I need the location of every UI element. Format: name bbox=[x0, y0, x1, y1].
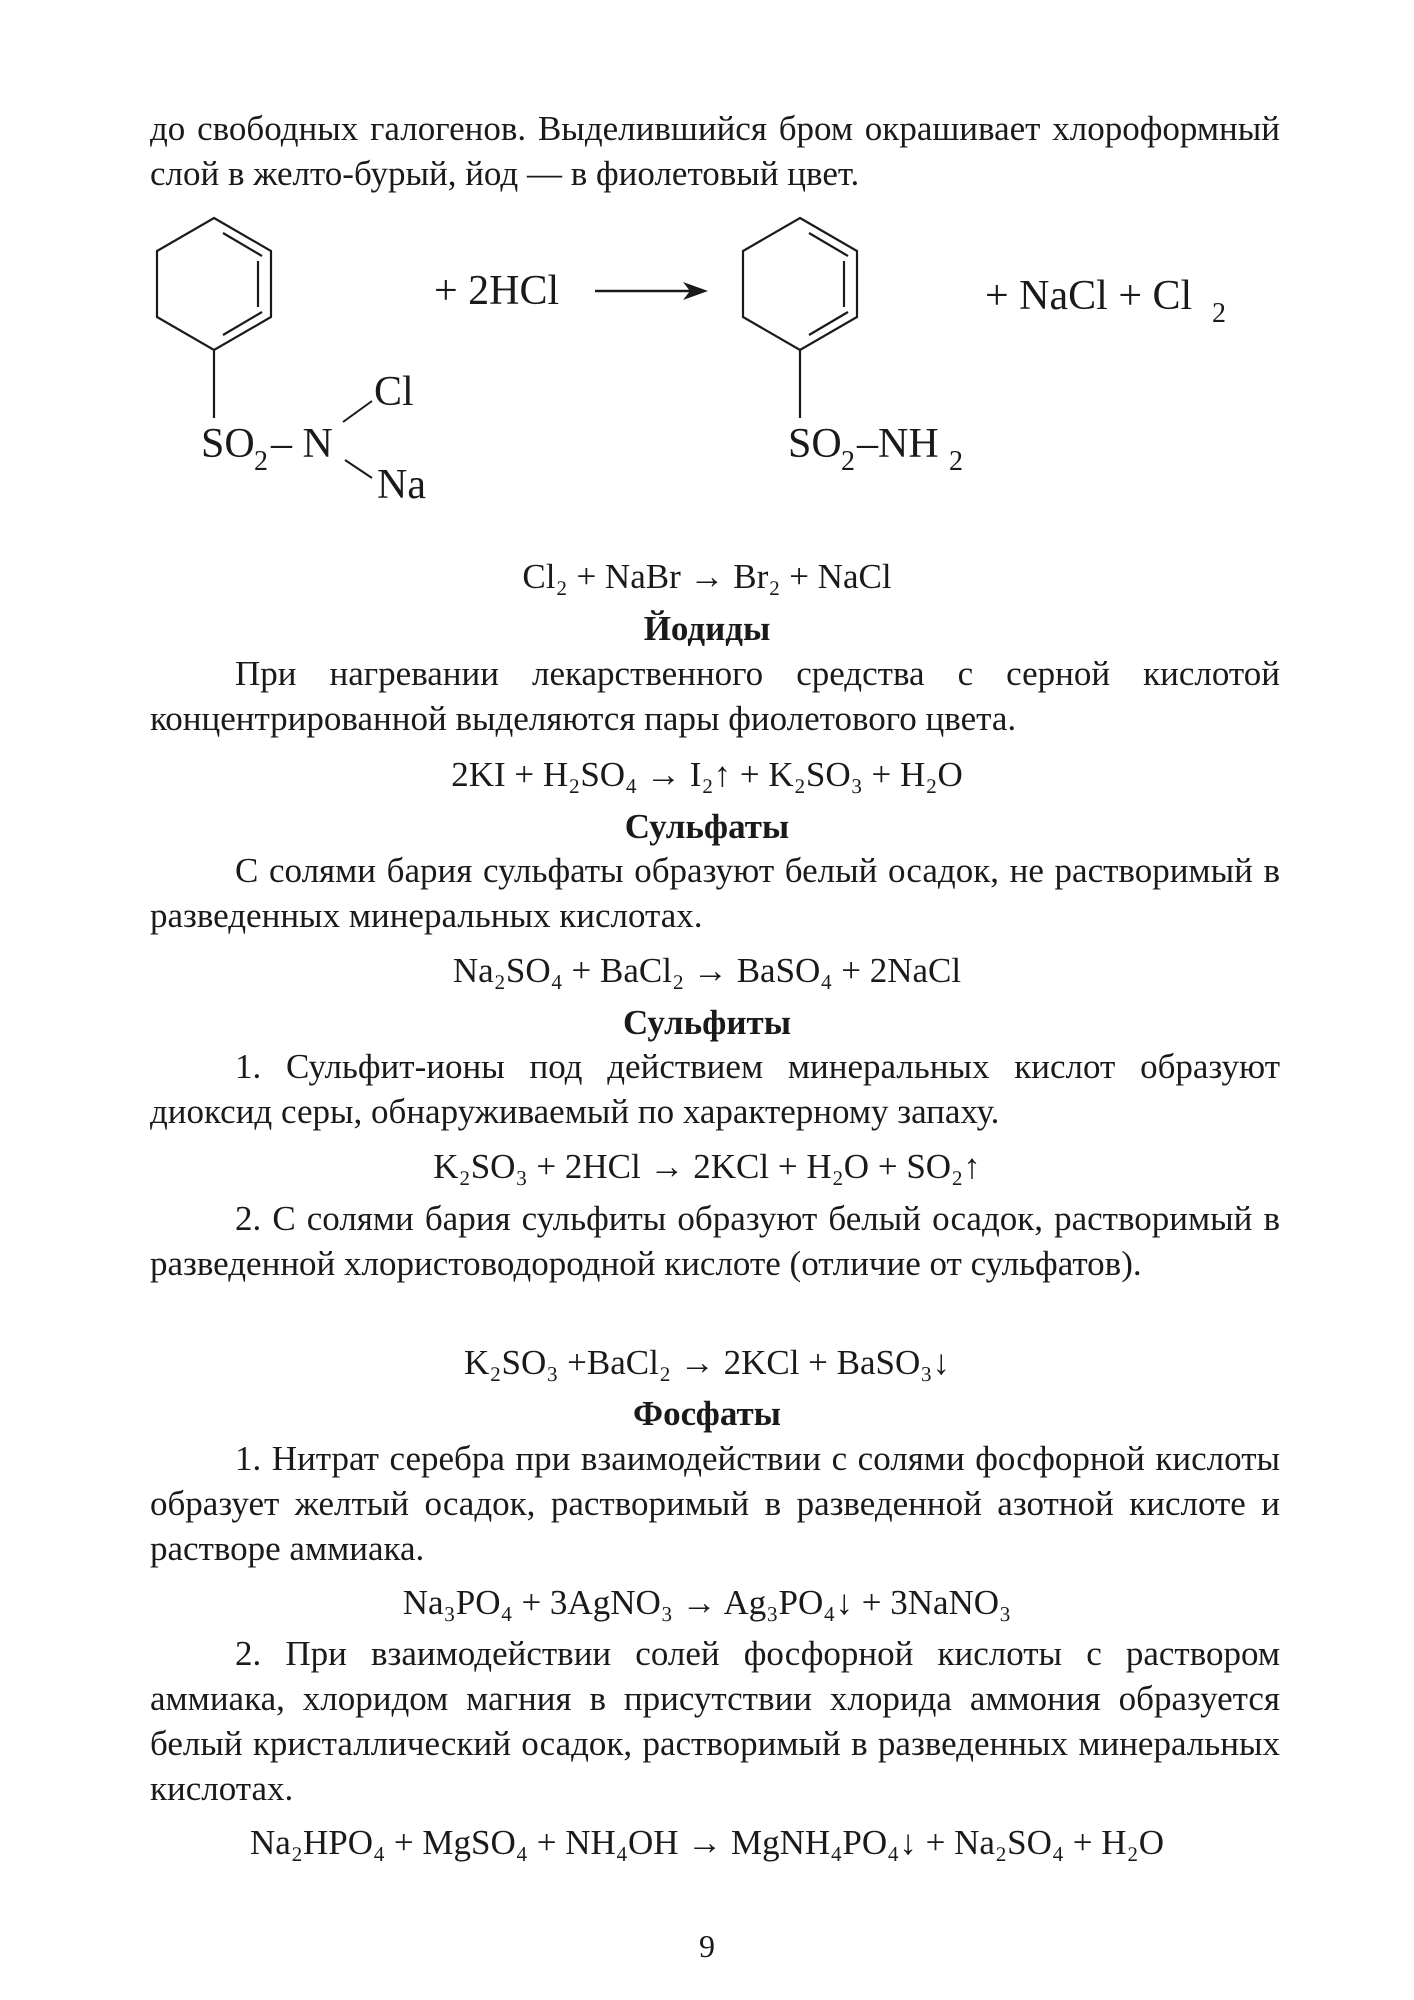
phosphates-paragraph-1: 1. Нитрат серебра при взаимодействии с солями фосфорной кислоты образует желтый осадок, растворимый в разведенной азотной кислоте и растворе аммиака. bbox=[150, 1439, 1280, 1568]
na-label: Na bbox=[377, 462, 426, 508]
benzene-ring-right bbox=[743, 218, 857, 418]
cl-label: Cl bbox=[374, 369, 414, 415]
n-na-bond bbox=[345, 460, 372, 478]
heading-phosphates: Фосфаты bbox=[633, 1394, 781, 1433]
page-number: 9 bbox=[699, 1928, 715, 1964]
equation-sulfites-1: K₂SO₃ + 2HCl → 2KCl + H₂O + SO₂↑ bbox=[433, 1147, 981, 1186]
reaction-arrow bbox=[595, 282, 708, 300]
iodides-paragraph: При нагревании лекарственного средства с серной кислотой концентрированной выделяются пары фиолетового цвета. bbox=[150, 654, 1280, 738]
sulfites-paragraph-2: 2. С солями бария сульфиты образуют белый осадок, растворимый в разведенной хлористоводородной кислоте (отличие от сульфатов). bbox=[150, 1199, 1280, 1283]
heading-iodides: Йодиды bbox=[643, 609, 771, 648]
products-label: + NaCl + Cl bbox=[985, 273, 1193, 319]
phosphates-paragraph-2: 2. При взаимодействии солей фосфорной кислоты с раствором аммиака, хлоридом магния в присутствии хлорида аммония образуется белый кристаллический осадок, растворимый в разведенных минеральных кислотах. bbox=[150, 1634, 1280, 1808]
nh2-label: –NH bbox=[857, 421, 939, 467]
so2-index-left: 2 bbox=[254, 446, 268, 477]
sulfates-paragraph: С солями бария сульфаты образуют белый осадок, не растворимый в разведенных минеральных кислотах. bbox=[150, 851, 1280, 935]
sulfites-paragraph-1: 1. Сульфит-ионы под действием минеральных кислот образуют диоксид серы, обнаруживаемый по характерному запаху. bbox=[150, 1047, 1280, 1131]
equation-sulfates: Na₂SO₄ + BaCl₂ → BaSO₄ + 2NaCl bbox=[452, 951, 962, 990]
equation-iodides: 2KI + H₂SO₄ → I₂↑ + K₂SO₃ + H₂O bbox=[451, 755, 963, 794]
dash-n-label: – N bbox=[271, 421, 333, 467]
so2-label-right: SO bbox=[788, 421, 842, 467]
so2-label-left: SO bbox=[201, 421, 255, 467]
plus-hcl-label: + 2HCl bbox=[434, 268, 560, 314]
heading-sulfites: Сульфиты bbox=[622, 1003, 792, 1042]
equation-phosphates-1: Na₃PO₄ + 3AgNO₃ → Ag₃PO₄↓ + 3NaNO₃ bbox=[402, 1583, 1012, 1622]
chloramine-reaction-scheme bbox=[0, 200, 1414, 520]
n-cl-bond bbox=[343, 401, 372, 422]
equation-phosphates-2: Na₂HPO₄ + MgSO₄ + NH₄OH → MgNH₄PO₄↓ + Na₂SO₄ + H₂O bbox=[249, 1823, 1165, 1862]
equation-sulfites-2: K₂SO₃ +BaCl₂ → 2KCl + BaSO₃↓ bbox=[464, 1343, 950, 1382]
heading-sulfates: Сульфаты bbox=[624, 807, 790, 846]
nh2-index: 2 bbox=[949, 446, 963, 477]
products-index: 2 bbox=[1212, 298, 1226, 329]
equation-cl2-nabr: Cl₂ + NaBr → Br₂ + NaCl bbox=[522, 557, 892, 596]
intro-paragraph: до свободных галогенов. Выделившийся бром окрашивает хлороформный слой в желто-бурый, йод — в фиолетовый цвет. bbox=[150, 109, 1280, 193]
benzene-ring-left bbox=[157, 218, 271, 418]
so2-index-right: 2 bbox=[841, 446, 855, 477]
